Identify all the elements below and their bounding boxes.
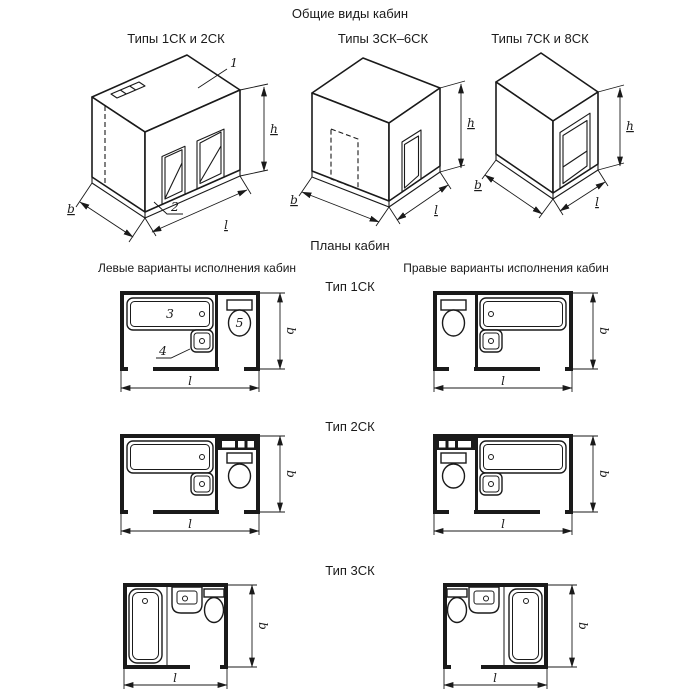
iso-title-7sk-8sk: Типы 7СК и 8СК <box>491 31 589 46</box>
dim-l-label: l <box>188 517 192 531</box>
plan-type-1sk-left <box>115 290 298 395</box>
dim-b-label: b <box>597 470 611 478</box>
plan-3sk-geometry <box>123 583 228 669</box>
iso-title-3sk-6sk: Типы 3СК–6СК <box>337 31 429 46</box>
row-title-type-3sk: Тип 3СК <box>325 563 375 578</box>
plan-type-2sk-right <box>428 433 611 538</box>
iso-view-type-3sk-6sk <box>283 45 478 230</box>
dim-l-label: l <box>173 671 177 685</box>
row-title-type-1sk: Тип 1СК <box>325 279 375 294</box>
dim-h-label: h <box>626 119 634 133</box>
dim-l-label: l <box>501 517 505 531</box>
dim-b-label: b <box>290 193 298 207</box>
iso-title-1sk-2sk: Типы 1СК и 2СК <box>127 31 225 46</box>
dim-b-label: b <box>256 622 270 630</box>
figure-title: Общие виды кабин <box>291 6 409 21</box>
plan-type-1sk-right <box>428 290 611 395</box>
plan-type-2sk-left <box>115 433 298 538</box>
toilet <box>227 453 252 488</box>
dim-b-label: b <box>597 327 611 335</box>
vent-block <box>218 438 256 450</box>
plan-1sk-geometry <box>120 291 260 371</box>
plan-type-3sk-right <box>432 577 597 695</box>
washbasin <box>172 587 202 613</box>
washbasin <box>191 473 213 495</box>
dim-b-label: b <box>67 202 75 216</box>
dim-h-label: h <box>467 116 475 130</box>
callout-2: 2 <box>171 199 179 214</box>
dim-b-label: b <box>474 178 482 192</box>
callout-5: 5 <box>235 315 244 330</box>
callout-4: 4 <box>159 343 167 358</box>
iso-view-type-7sk-8sk <box>468 40 663 240</box>
bathtub <box>127 441 213 473</box>
right-variants-heading: Правые варианты исполнения кабин <box>403 261 609 275</box>
dim-b-label: b <box>284 327 298 335</box>
dim-b-label: b <box>576 622 590 630</box>
plan-2sk-geometry <box>120 434 260 514</box>
plans-title: Планы кабин <box>310 238 390 253</box>
row-title-type-2sk: Тип 2СК <box>325 419 375 434</box>
dim-l-label: l <box>501 374 505 388</box>
iso-view-type-1sk-2sk <box>55 50 300 242</box>
dim-l-label: l <box>188 374 192 388</box>
left-variants-heading: Левые варианты исполнения кабин <box>97 261 297 275</box>
dim-b-label: b <box>284 470 298 478</box>
callout-3: 3 <box>166 306 174 321</box>
dim-l-label: l <box>595 195 599 209</box>
plan-type-3sk-left <box>112 577 277 695</box>
washbasin <box>191 330 213 352</box>
dim-l-label: l <box>434 203 438 217</box>
dim-h-label: h <box>270 122 278 136</box>
toilet <box>204 589 224 623</box>
dim-l-label: l <box>224 218 228 232</box>
bathtub <box>129 589 162 663</box>
dim-l-label: l <box>493 671 497 685</box>
callout-1: 1 <box>230 55 238 70</box>
